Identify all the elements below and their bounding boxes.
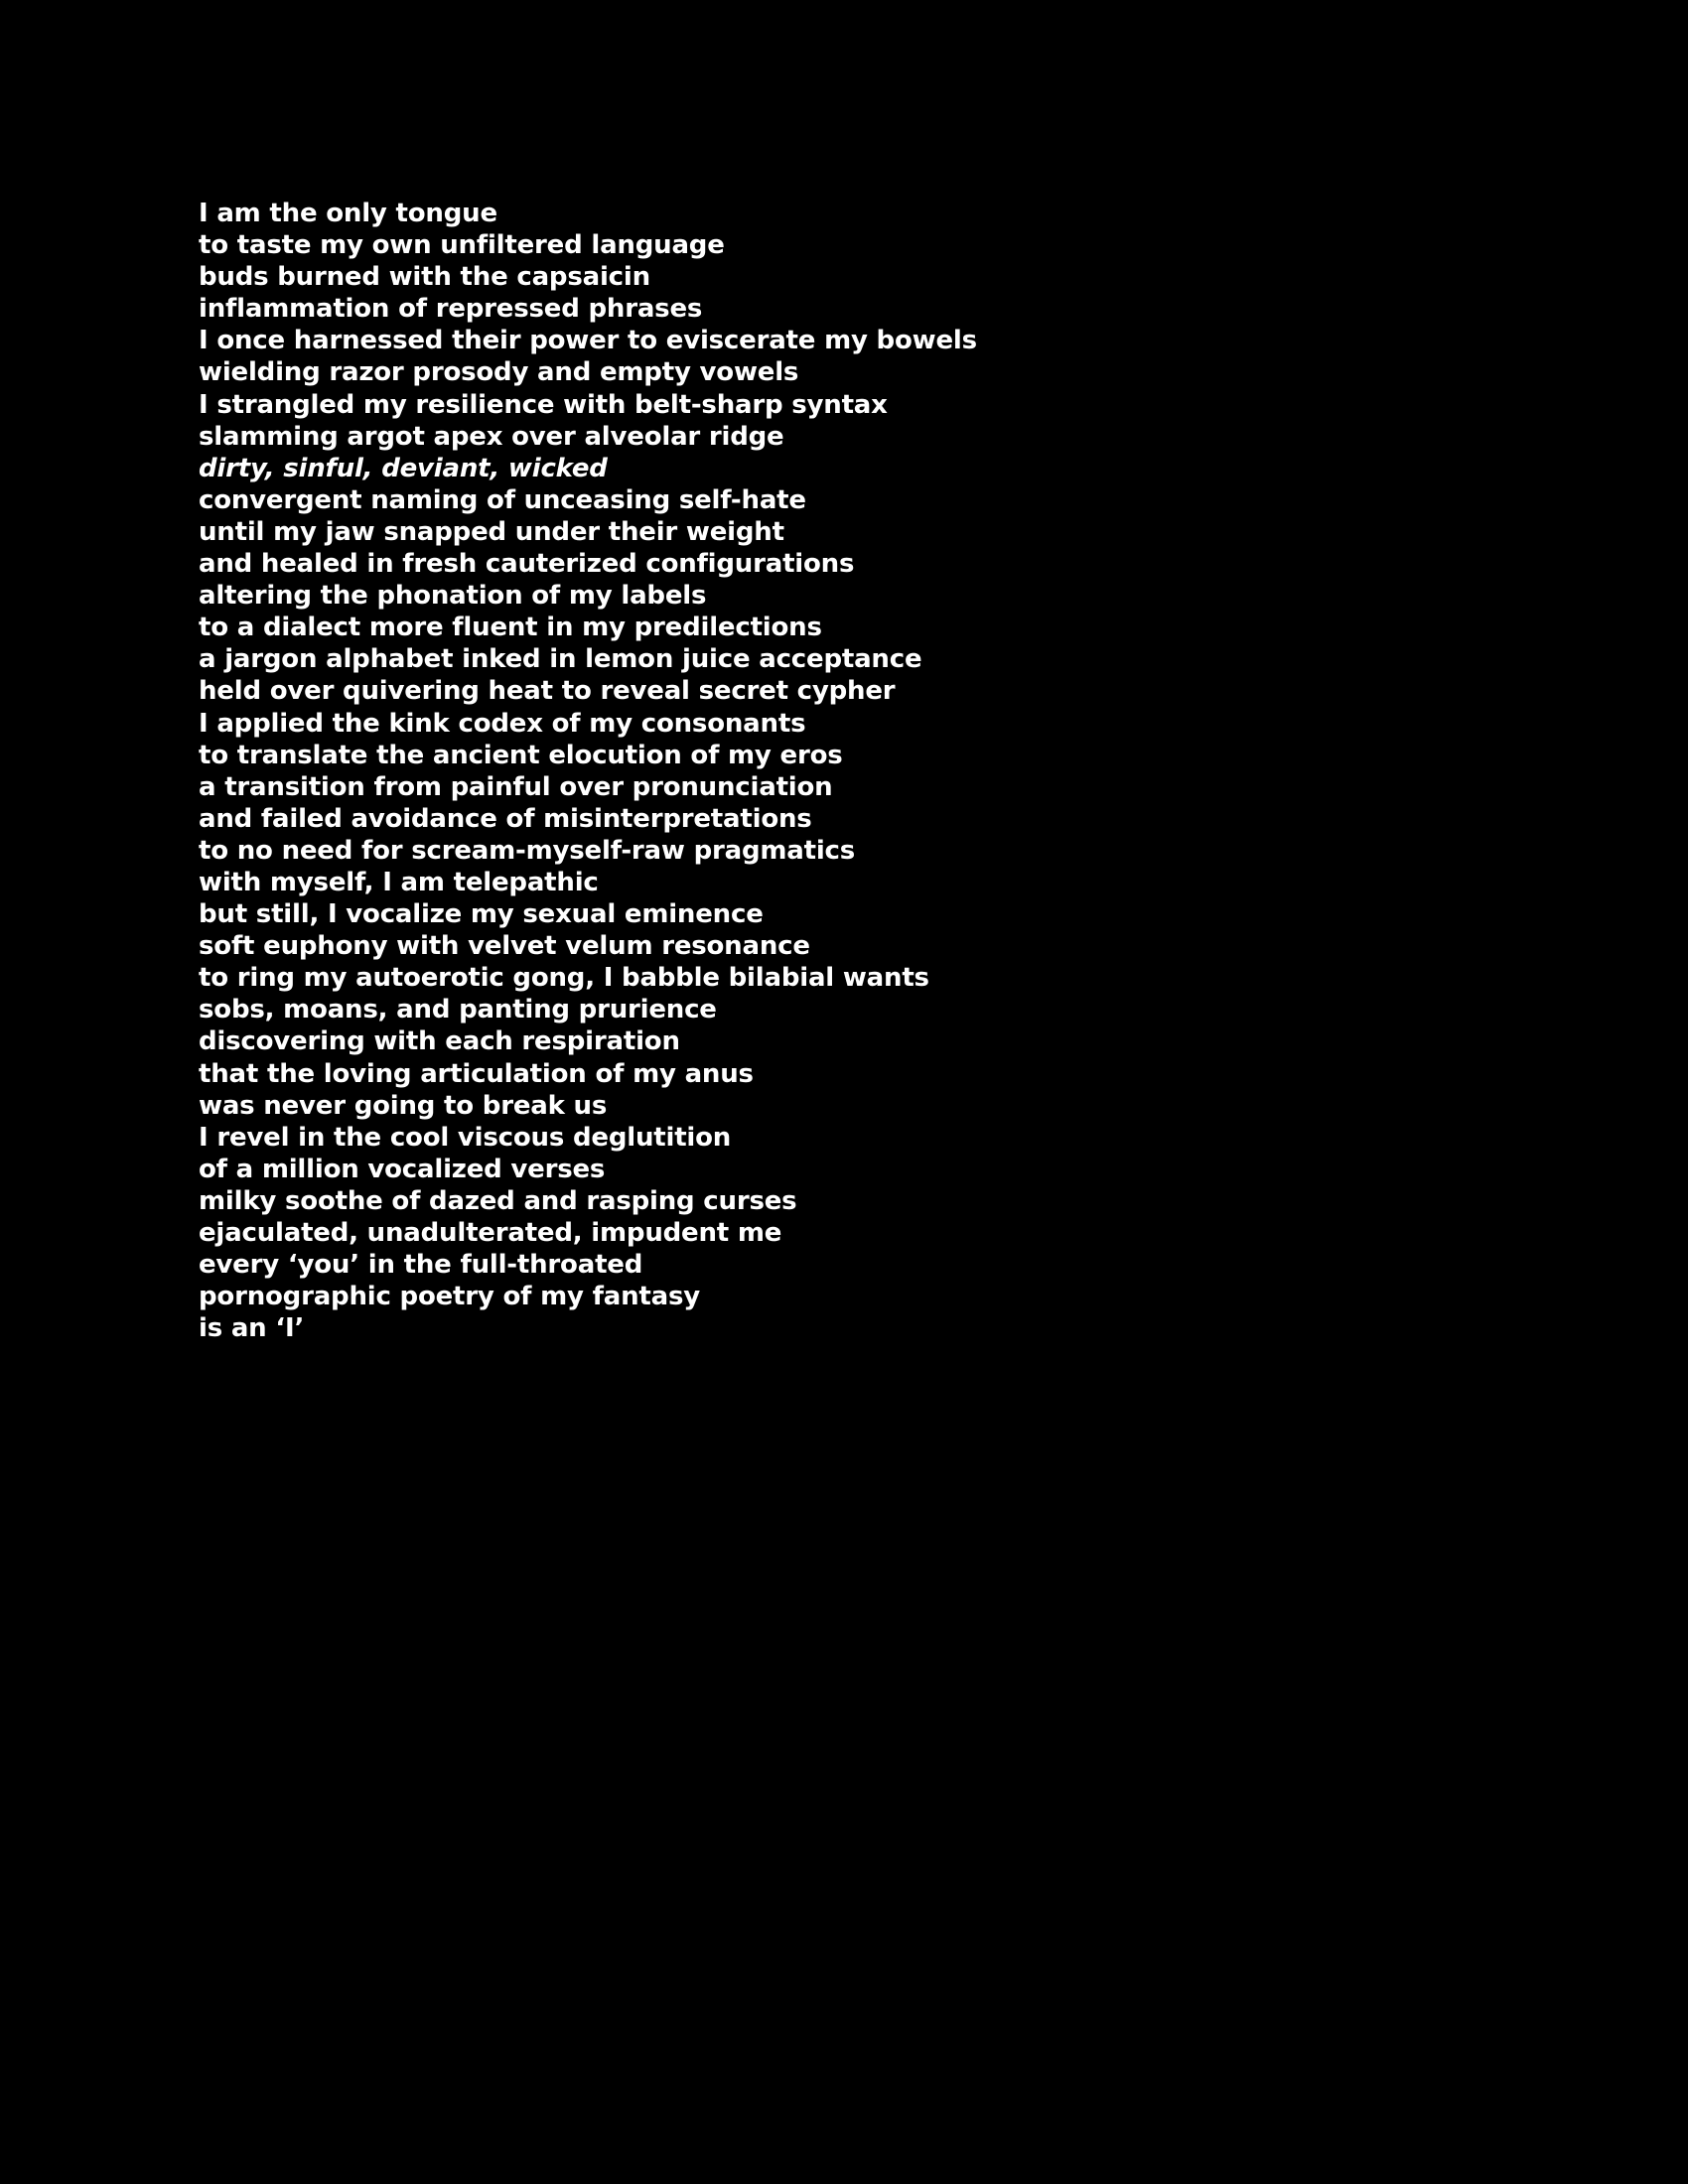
poem-line: a transition from painful over pronunciation bbox=[199, 771, 833, 802]
poem-line: I once harnessed their power to eviscerate my bowels bbox=[199, 326, 977, 356]
poem-line: slamming argot apex over alveolar ridge bbox=[199, 421, 784, 452]
poem-line: convergent naming of unceasing self-hate bbox=[199, 484, 806, 515]
poem-line: that the loving articulation of my anus bbox=[199, 1058, 754, 1089]
poem-line: buds burned with the capsaicin bbox=[199, 262, 650, 293]
poem-line: to ring my autoerotic gong, I babble bilabial wants bbox=[199, 963, 929, 994]
poem-line: wielding razor prosody and empty vowels bbox=[199, 357, 799, 388]
poem-line: was never going to break us bbox=[199, 1090, 608, 1121]
poem-line: is an ‘I’ bbox=[199, 1313, 305, 1344]
poem-line: soft euphony with velvet velum resonance bbox=[199, 931, 810, 962]
poem-line: but still, I vocalize my sexual eminence bbox=[199, 899, 764, 930]
poem-line: to taste my own unfiltered language bbox=[199, 230, 725, 261]
poem-line: dirty, sinful, deviant, wicked bbox=[199, 453, 608, 483]
poem-line: I am the only tongue bbox=[199, 199, 497, 228]
poem-line: to translate the ancient elocution of my eros bbox=[199, 740, 843, 770]
poem-line: I revel in the cool viscous deglutition bbox=[199, 1122, 732, 1153]
poem-line: I strangled my resilience with belt-sharp syntax bbox=[199, 389, 888, 420]
poem-line: held over quivering heat to reveal secret cypher bbox=[199, 676, 896, 707]
poem-text bbox=[199, 198, 1192, 1344]
poem-line: and failed avoidance of misinterpretations bbox=[199, 803, 812, 834]
poem-line: and healed in fresh cauterized configurations bbox=[199, 549, 855, 580]
poem-line: sobs, moans, and panting prurience bbox=[199, 995, 717, 1025]
poem-line: pornographic poetry of my fantasy bbox=[199, 1282, 700, 1312]
poem-line: of a million vocalized verses bbox=[199, 1154, 606, 1184]
poem-line: with myself, I am telepathic bbox=[199, 867, 599, 897]
poem-line: milky soothe of dazed and rasping curses bbox=[199, 1185, 797, 1216]
poem-line: until my jaw snapped under their weight bbox=[199, 516, 784, 547]
poem-line: inflammation of repressed phrases bbox=[199, 294, 703, 325]
poem-line: altering the phonation of my labels bbox=[199, 581, 707, 612]
poem-line: I applied the kink codex of my consonants bbox=[199, 708, 806, 739]
poem-line: ejaculated, unadulterated, impudent me bbox=[199, 1218, 782, 1248]
poem-line: to a dialect more fluent in my predilections bbox=[199, 613, 822, 643]
poem-line: a jargon alphabet inked in lemon juice acceptance bbox=[199, 644, 922, 675]
poem-line: to no need for scream-myself-raw pragmatics bbox=[199, 835, 856, 866]
poem-line: every ‘you’ in the full-throated bbox=[199, 1250, 643, 1281]
poem-line: discovering with each respiration bbox=[199, 1026, 680, 1057]
